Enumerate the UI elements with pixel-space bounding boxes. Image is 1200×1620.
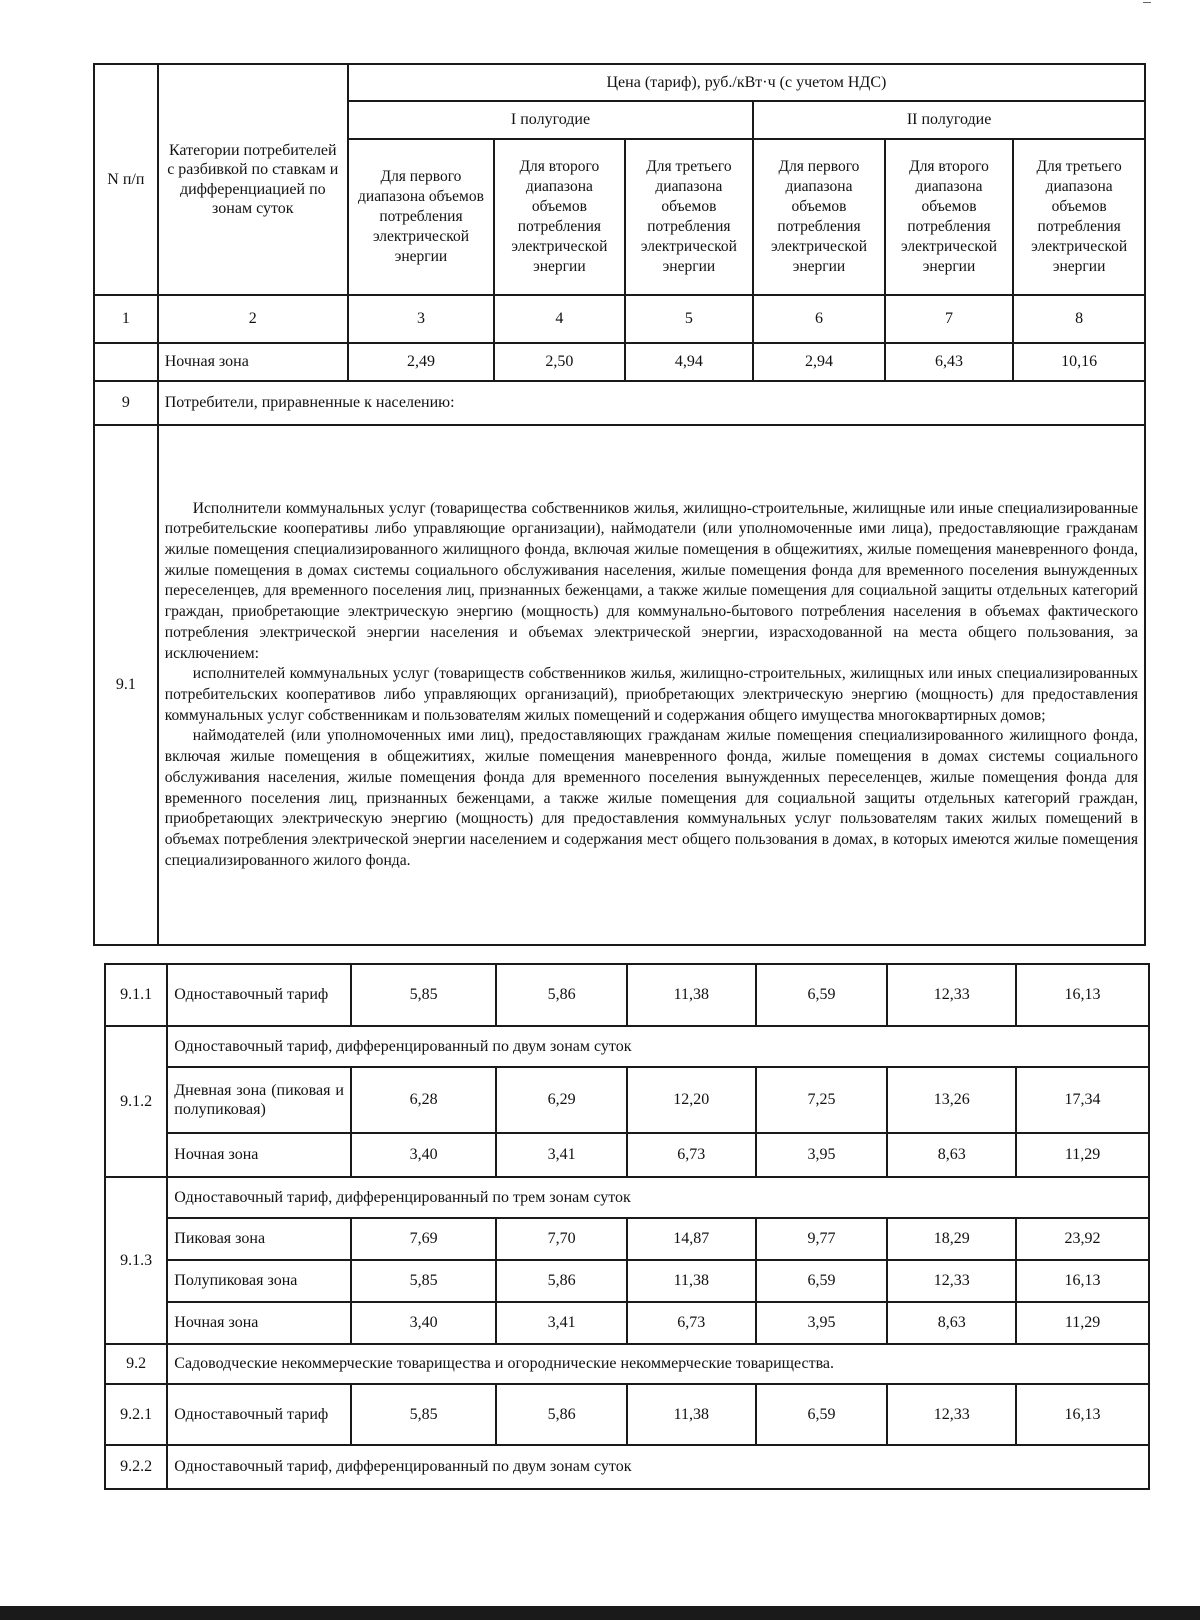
tariff-value: 18,29 bbox=[887, 1218, 1016, 1260]
row-label: Ночная зона bbox=[167, 1302, 351, 1344]
row-number: 9.2.1 bbox=[105, 1384, 167, 1445]
section-description bbox=[158, 425, 1145, 945]
tariff-value: 12,33 bbox=[887, 1384, 1016, 1445]
tariff-value: 3,95 bbox=[756, 1302, 888, 1344]
table-row bbox=[94, 425, 1145, 945]
row-number: 9.1 bbox=[94, 425, 158, 945]
table-row bbox=[105, 1344, 1149, 1384]
header-range: Для третьего диапазона объемов потребления электрической энергии bbox=[625, 139, 753, 295]
row-number: 9 bbox=[94, 381, 158, 425]
tariff-value: 5,85 bbox=[351, 1384, 496, 1445]
table-row bbox=[105, 964, 1149, 1026]
tariff-value: 3,41 bbox=[496, 1133, 627, 1177]
tariff-value: 7,70 bbox=[496, 1218, 627, 1260]
column-number: 8 bbox=[1013, 295, 1145, 343]
table-row bbox=[105, 1260, 1149, 1302]
tariff-value: 11,38 bbox=[627, 964, 756, 1026]
table-row bbox=[105, 1133, 1149, 1177]
tariff-value: 12,20 bbox=[627, 1067, 756, 1133]
column-number: 7 bbox=[885, 295, 1013, 343]
section-title: Потребители, приравненные к населению: bbox=[158, 381, 1145, 425]
column-number: 1 bbox=[94, 295, 158, 343]
tariff-value: 7,25 bbox=[756, 1067, 888, 1133]
row-label: Полупиковая зона bbox=[167, 1260, 351, 1302]
row-label: Одноставочный тариф bbox=[167, 964, 351, 1026]
tariff-value: 23,92 bbox=[1016, 1218, 1149, 1260]
tariff-value: 6,29 bbox=[496, 1067, 627, 1133]
tariff-value: 11,29 bbox=[1016, 1302, 1149, 1344]
table-row bbox=[105, 1384, 1149, 1445]
tariff-value: 2,94 bbox=[753, 343, 885, 381]
tariff-table-lower bbox=[104, 963, 1150, 1490]
tariff-value: 6,73 bbox=[627, 1133, 756, 1177]
column-number: 3 bbox=[348, 295, 494, 343]
row-label: Пиковая зона bbox=[167, 1218, 351, 1260]
subsection-title: Одноставочный тариф, дифференцированный по двум зонам суток bbox=[167, 1445, 1149, 1489]
tariff-value: 5,86 bbox=[496, 1260, 627, 1302]
header-half-2: II полугодие bbox=[753, 101, 1145, 139]
header-range: Для второго диапазона объемов потребления электрической энергии bbox=[885, 139, 1013, 295]
row-label: Одноставочный тариф bbox=[167, 1384, 351, 1445]
tariff-value: 3,40 bbox=[351, 1302, 496, 1344]
tariff-value: 13,26 bbox=[887, 1067, 1016, 1133]
tariff-value: 6,43 bbox=[885, 343, 1013, 381]
row-label: Ночная зона bbox=[167, 1133, 351, 1177]
tariff-value: 12,33 bbox=[887, 1260, 1016, 1302]
tariff-value: 10,16 bbox=[1013, 343, 1145, 381]
table-row bbox=[105, 1302, 1149, 1344]
tariff-value: 9,77 bbox=[756, 1218, 888, 1260]
column-number-row bbox=[94, 295, 1145, 343]
tariff-value: 6,59 bbox=[756, 1260, 888, 1302]
tariff-value: 5,86 bbox=[496, 1384, 627, 1445]
table-row bbox=[105, 1445, 1149, 1489]
header-category: Категории потребителей с разбивкой по ставкам и дифференциацией по зонам суток bbox=[158, 64, 348, 295]
section-title: Садоводческие некоммерческие товарищества и огороднические некоммерческие товарищества. bbox=[167, 1344, 1149, 1384]
tariff-value: 8,63 bbox=[887, 1133, 1016, 1177]
table-row bbox=[105, 1218, 1149, 1260]
tariff-value: 5,85 bbox=[351, 964, 496, 1026]
row-number: 9.2.2 bbox=[105, 1445, 167, 1489]
tariff-value: 16,13 bbox=[1016, 1260, 1149, 1302]
tariff-table-upper bbox=[93, 63, 1146, 946]
row-number: 9.2 bbox=[105, 1344, 167, 1384]
header-half-1: I полугодие bbox=[348, 101, 753, 139]
subsection-title: Одноставочный тариф, дифференцированный по трем зонам суток bbox=[167, 1177, 1149, 1218]
row-label: Ночная зона bbox=[158, 343, 348, 381]
row-label: Дневная зона (пиковая и полупиковая) bbox=[167, 1067, 351, 1133]
row-number: 9.1.1 bbox=[105, 964, 167, 1026]
tariff-value: 5,86 bbox=[496, 964, 627, 1026]
tariff-value: 16,13 bbox=[1016, 964, 1149, 1026]
tariff-value: 6,73 bbox=[627, 1302, 756, 1344]
tariff-value: 16,13 bbox=[1016, 1384, 1149, 1445]
row-number: 9.1.2 bbox=[105, 1026, 167, 1177]
scan-speck bbox=[1143, 2, 1151, 3]
column-number: 4 bbox=[494, 295, 625, 343]
tariff-value: 7,69 bbox=[351, 1218, 496, 1260]
description-paragraph: исполнителей коммунальных услуг (товариществ собственников жилья, жилищно-строительных, жилищных или иных специализированных потребительских кооперативов либо управляющих организаций), приобретающих электрическую энергию (мощность) для предоставления коммунальных услуг собственникам и пользователям жилых помещений и содержания общего имущества многоквартирных домов; bbox=[164, 665, 1138, 724]
tariff-value: 5,85 bbox=[351, 1260, 496, 1302]
subsection-title: Одноставочный тариф, дифференцированный по двум зонам суток bbox=[167, 1026, 1149, 1067]
tariff-value: 8,63 bbox=[887, 1302, 1016, 1344]
table-row bbox=[105, 1177, 1149, 1218]
table-row bbox=[105, 1026, 1149, 1067]
tariff-value: 2,50 bbox=[494, 343, 625, 381]
header-range: Для второго диапазона объемов потребления электрической энергии bbox=[494, 139, 625, 295]
scan-edge-bar bbox=[0, 1606, 1200, 1620]
header-range: Для первого диапазона объемов потребления электрической энергии bbox=[753, 139, 885, 295]
column-number: 6 bbox=[753, 295, 885, 343]
header-range: Для третьего диапазона объемов потребления электрической энергии bbox=[1013, 139, 1145, 295]
description-paragraph: наймодателей (или уполномоченных ими лиц), предоставляющих гражданам жилые помещения специализированного жилищного фонда, включая жилые помещения в общежитиях, жилые помещения маневренного фонда, жилые помещения в домах системы социального обслуживания населения, жилые помещения фонда для временного поселения вынужденных переселенцев, жилые помещения фонда для временного поселения лиц, признанных беженцами, а также жилые помещения для социальной защиты отдельных категорий граждан, приобретающих электрическую энергию (мощность) для предоставления коммунальных услуг пользователям таких жилых помещений в объемах потребления электрической энергии населением и содержания мест общего пользования в домах, в которых имеются жилые помещения специализированного жилого фонда. bbox=[164, 727, 1138, 869]
tariff-value: 3,40 bbox=[351, 1133, 496, 1177]
tariff-value: 17,34 bbox=[1016, 1067, 1149, 1133]
tariff-value: 11,38 bbox=[627, 1260, 756, 1302]
table-row bbox=[105, 1067, 1149, 1133]
tariff-value: 12,33 bbox=[887, 964, 1016, 1026]
tariff-value: 3,41 bbox=[496, 1302, 627, 1344]
header-num: N п/п bbox=[94, 64, 158, 295]
header-range: Для первого диапазона объемов потребления электрической энергии bbox=[348, 139, 494, 295]
tariff-value: 6,28 bbox=[351, 1067, 496, 1133]
row-number: 9.1.3 bbox=[105, 1177, 167, 1344]
column-number: 2 bbox=[158, 295, 348, 343]
header-price-title: Цена (тариф), руб./кВт·ч (с учетом НДС) bbox=[348, 64, 1145, 101]
tariff-value: 3,95 bbox=[756, 1133, 888, 1177]
column-number: 5 bbox=[625, 295, 753, 343]
tariff-value: 11,38 bbox=[627, 1384, 756, 1445]
tariff-value: 14,87 bbox=[627, 1218, 756, 1260]
tariff-value: 11,29 bbox=[1016, 1133, 1149, 1177]
tariff-value: 6,59 bbox=[756, 964, 888, 1026]
tariff-value: 6,59 bbox=[756, 1384, 888, 1445]
tariff-value: 2,49 bbox=[348, 343, 494, 381]
description-paragraph: Исполнители коммунальных услуг (товарищества собственников жилья, жилищно-строительные, жилищные или иные специализированные потребительские кооперативы либо управляющие организации), наймодатели (или уполномоченные ими лица), предоставляющие гражданам жилые помещения специализированного жилищного фонда, включая жилые помещения в общежитиях, жилые помещения маневренного фонда, жилые помещения в домах системы социального обслуживания населения, жилые помещения фонда для временного поселения вынужденных переселенцев, для временного поселения лиц, признанных беженцами, а также жилые помещения для социальной защиты отдельных категорий граждан, приобретающие электрическую энергию (мощность) для коммунально-бытового потребления населения в объемах фактического потребления электрической энергии населения и объемах электрической энергии, израсходованной на места общего пользования, за исключением: bbox=[164, 499, 1138, 662]
tariff-value: 4,94 bbox=[625, 343, 753, 381]
table-row bbox=[94, 381, 1145, 425]
table-row bbox=[94, 343, 1145, 381]
